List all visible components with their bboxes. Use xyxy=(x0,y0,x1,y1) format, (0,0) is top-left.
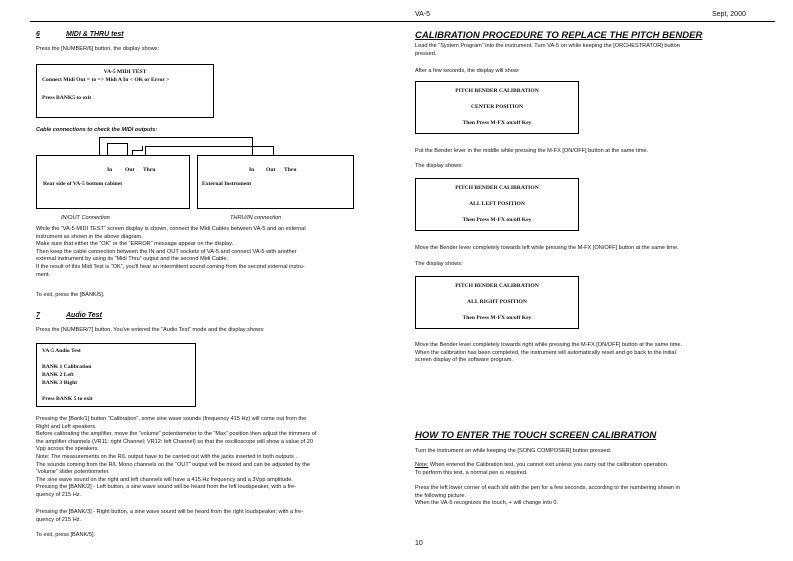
calib-step-3: Move the Bender lever completely towards right while pressing the M-FX [ON/OFF] button at the same time. When the calibration has been completed, the instrument will automatically reset and go back to the initial screen display of the software program. xyxy=(415,342,683,364)
page-number: 10 xyxy=(415,540,423,547)
caption-thruin: THRU/IN connection xyxy=(230,215,282,221)
box2-port-thru: Thru xyxy=(284,167,297,173)
audio-number: 7 xyxy=(36,312,40,319)
midi-intro: Press the [NUMBER/6] button, the display shows: xyxy=(36,46,160,52)
header-left: VA-5 xyxy=(415,11,431,18)
midi-exit: To exit, press the [BANK/5]. xyxy=(36,292,105,298)
midi-display-line-1: VA-5 MIDI TEST xyxy=(103,69,147,75)
midi-number: 6 xyxy=(36,31,40,38)
calib-shows-2: The display shows: xyxy=(415,261,463,267)
disp2-line-2: ALL LEFT POSITION xyxy=(469,201,525,207)
calib-shows-1: The display shows: xyxy=(415,163,463,169)
box2-port-out: Out xyxy=(266,167,276,173)
audio-display-line-1: VA-5 Audio Test xyxy=(42,348,81,354)
calib-intro: Load the “System Program” into the instrument. Turn VA-5 on while keeping the [ORCHESTRATOR] button pressed. xyxy=(415,43,680,57)
disp2-line-1: PITCH BENDER CALIBRATION xyxy=(455,185,539,191)
touch-step-1: Turn the instrument on while keeping the [SONG COMPOSER] button pressed. xyxy=(415,448,612,454)
calib-step-1: Put the Bender lever in the middle while pressing the M-FX [ON/OFF] button at the same time. xyxy=(415,148,649,154)
touch-step-2: Press the left lower corner of each slit with the pen for a few seconds, according to the numbering shown in the following picture. When the VA-5 recognizes the touch, + will change into 0. xyxy=(415,485,680,507)
audio-display-line-5: Press BANK 5 to exit xyxy=(42,396,93,402)
disp3-line-1: PITCH BENDER CALIBRATION xyxy=(455,283,539,289)
header-rule xyxy=(30,21,775,22)
calib-display-left xyxy=(415,178,579,231)
box2-label: External Instrument xyxy=(202,181,252,187)
box2-port-in: In xyxy=(249,167,255,173)
audio-title: Audio Test xyxy=(66,312,102,319)
audio-exit: To exit, press [BANK/5]. xyxy=(36,532,96,538)
note-label: Note: xyxy=(415,462,429,468)
cable-title: Cable connections to check the MIDI outputs: xyxy=(36,127,158,133)
touch-note xyxy=(415,462,668,477)
audio-display-line-4: BANK 3 Right xyxy=(42,380,78,386)
midi-display-line-2: Connect Midi Out = to => Midi A In < OK or Error > xyxy=(42,77,170,83)
disp3-line-3: Then Press M-FX on/off Key xyxy=(462,315,532,321)
audio-display-box xyxy=(36,343,196,407)
calib-display-right xyxy=(415,276,579,329)
box1-port-out: Out xyxy=(125,167,135,173)
calib-title: CALIBRATION PROCEDURE TO REPLACE THE PITCH BENDER xyxy=(415,30,703,41)
header-right: Sept, 2000 xyxy=(712,11,746,18)
audio-display-line-2: BANK 1 Calibration xyxy=(42,364,92,370)
midi-display-line-3: Press BANK5 to exit xyxy=(42,95,92,101)
audio-body-2: Pressing the [BANK/3] - Right button, a sine wave sound will be heard from the right loudspeaker, with a fre- quency of 215 Hz. xyxy=(36,509,304,523)
disp1-line-1: PITCH BENDER CALIBRATION xyxy=(455,88,539,94)
audio-heading xyxy=(36,312,102,319)
note-text-2: To perform this test, a normal pen is required. xyxy=(415,469,528,476)
calib-after: After a few seconds, the display will show: xyxy=(415,68,520,74)
va5-rear-box xyxy=(36,155,190,209)
audio-display-line-3: BANK 2 Left xyxy=(42,372,74,378)
calib-display-center xyxy=(415,81,579,134)
calib-step-2: Move the Bender lever completely towards left while pressing the M-FX [ON/OFF] button at the same time. xyxy=(415,245,679,251)
box1-label: Rear side of VA-5 bottom cabinet xyxy=(43,181,123,187)
caption-inout: IN/OUT Connection xyxy=(61,215,110,221)
disp1-line-3: Then Press M-FX on/off Key xyxy=(462,120,532,126)
audio-intro: Press the [NUMBER/7] button. You've entered the “Audio Test” mode and the display shows: xyxy=(36,327,265,333)
box1-port-thru: Thru xyxy=(143,167,156,173)
audio-body: Pressing the [Bank/1] button “Calibration”, some sine wave sounds (frequency 415 Hz) will come out from the Right and Left speakers. Before calibrating the amplifier, move the “volume” potentiometer to the “Max” position then adjust the trimmers of the amplifier channels (VR11: right Channel; VR12: left Channel) so that the oscilloscope will show a value of 20 Vpp across the speakers. Note: The measurements on the R/L output have to be carried out with the jacks inserted in both outputs . The sounds coming from the R/L Mono channels on the “OUT” output will be mixed and can be adjusted by the “volume” slider potentiometer. The sine wave sound on the right and left channels will have a 415 Hz frequency and a 3Vpp amplitude. Pressing the [BANK/2] - Left button, a sine wave sound will be heard from the left loudspeaker, with a fre- quency of 215 Hz. xyxy=(36,416,317,498)
midi-display-box xyxy=(36,64,214,118)
disp3-line-2: ALL RIGHT POSITION xyxy=(467,299,527,305)
touch-title: HOW TO ENTER THE TOUCH SCREEN CALIBRATION xyxy=(415,430,657,441)
disp1-line-2: CENTER POSITION xyxy=(470,104,524,110)
midi-heading xyxy=(36,31,124,38)
midi-body: While the “VA-5 MIDI TEST” screen display is shown, connect the Midi Cables between VA-5 and an external instrument as shown in the above diagram. Make sure that either the “OK” or the “ERROR” message appear on the display. Then keep the cable connection between the IN and OUT sockets of VA-5 and connect VA-5 with another external instrument by using its “Midi Thru” output and the second Midi Cable. If the result of this Midi Test is “OK”, you'll hear an intermittent sound coming from the second external instru- ment. xyxy=(36,226,306,278)
disp2-line-3: Then Press M-FX on/off Key xyxy=(462,217,532,223)
note-text: When entered the Calibration test, you cannot exit unless you carry out the calibration operation. xyxy=(428,462,669,468)
external-instrument-box xyxy=(197,155,354,209)
midi-title: MIDI & THRU test xyxy=(66,31,124,38)
box1-port-in: In xyxy=(107,167,113,173)
